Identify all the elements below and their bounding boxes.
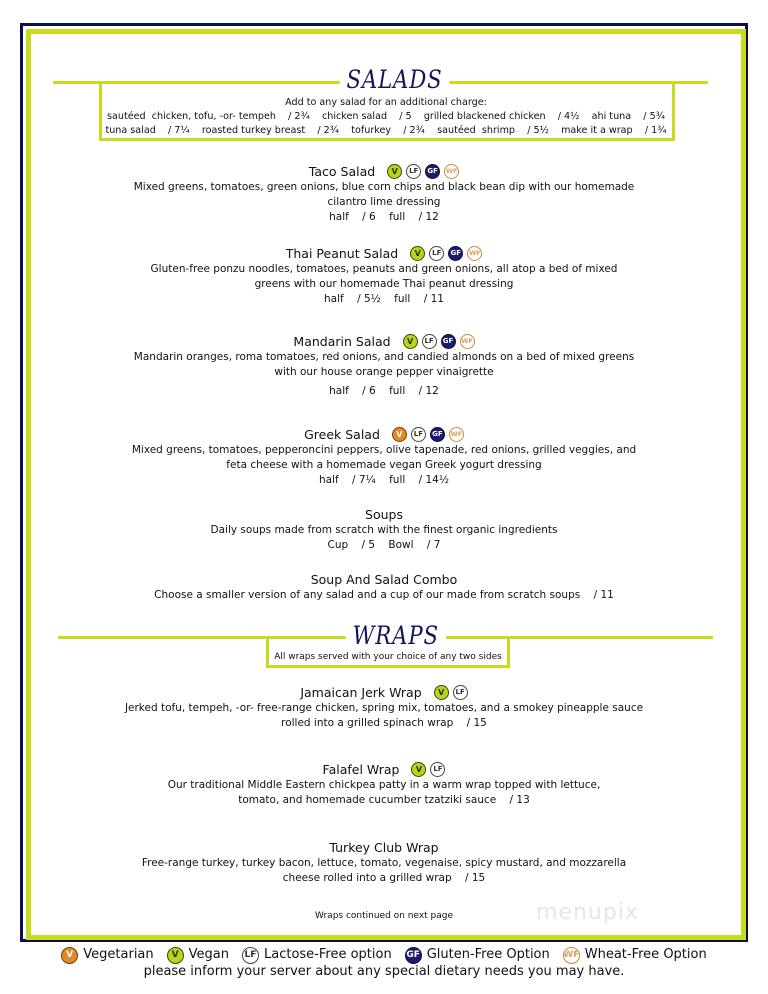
gluten-free-icon: GF [448,246,463,261]
menu-item-turkey-club-wrap [60,837,708,886]
item-description-2: cheese rolled into a grilled wrap / 15 [282,872,486,884]
item-name: Soup And Salad Combo [310,572,458,587]
menu-item-taco-salad [60,161,708,225]
wraps-title: WRAPS [346,622,446,650]
menu-item-greek-salad [60,424,708,488]
menu-item-falafel-wrap [60,759,708,808]
wheat-free-icon: WF [467,246,482,261]
dietary-legend [0,946,768,980]
lactose-free-icon: LF [429,246,444,261]
item-description: Jerked tofu, tempeh, -or- free-range chicken, spring mix, tomatoes, and a smokey pineapple sauce [124,702,644,714]
wraps-subtitle: All wraps served with your choice of any two sides [274,652,502,662]
item-description: Choose a smaller version of any salad and a cup of our made from scratch soups / 11 [154,589,614,601]
item-name: Greek Salad [304,427,380,442]
legend-lactose-free: Lactose-Free option [263,947,392,962]
item-name: Taco Salad [308,164,376,179]
vegetarian-icon: V [61,947,78,964]
vegan-icon: V [387,164,402,179]
gluten-free-icon: GF [430,427,445,442]
item-description-2: feta cheese with a homemade vegan Greek yogurt dressing [226,459,542,471]
salads-addons [100,96,672,138]
item-description-2: tomato, and homemade cucumber tzatziki sauce / 13 [238,794,530,806]
vegetarian-icon: V [392,427,407,442]
menu-item-jamaican-jerk-wrap [60,682,708,731]
lactose-free-icon: LF [422,334,437,349]
item-description: Free-range turkey, turkey bacon, lettuce, tomato, vegenaise, spicy mustard, and mozzarella [141,857,627,869]
item-name: Thai Peanut Salad [285,246,399,261]
item-name: Falafel Wrap [322,762,400,777]
legend-gluten-free: Gluten-Free Option [426,947,550,962]
item-description-2: with our house orange pepper vinaigrette [274,366,494,378]
menu-item-soups [60,504,708,553]
wraps-continued-note: Wraps continued on next page [314,911,454,921]
lactose-free-icon: LF [430,762,445,777]
item-name: Soups [365,507,403,522]
item-description: Mixed greens, tomatoes, green onions, blue corn chips and black bean dip with our homemade [133,181,635,193]
item-name: Mandarin Salad [293,334,391,349]
watermark: menupix [536,900,639,925]
vegan-icon: V [434,685,449,700]
item-price: half / 7¼ full / 14½ [318,474,450,486]
item-price: half / 6 full / 12 [329,211,439,223]
lactose-free-icon: LF [453,685,468,700]
item-name: Turkey Club Wrap [329,840,439,855]
wheat-free-icon: WF [449,427,464,442]
lactose-free-icon: LF [242,947,259,964]
gluten-free-icon: GF [441,334,456,349]
gluten-free-icon: GF [405,947,422,964]
addons-line-1: sautéed chicken, tofu, -or- tempeh / 2¾ chicken salad / 5 grilled blackened chicken / 4½ ahi tuna / 5¾ [107,111,665,122]
menu-item-soup-salad-combo [60,569,708,603]
legend-wheat-free: Wheat-Free Option [584,947,707,962]
wheat-free-icon: WF [460,334,475,349]
item-description-2: rolled into a grilled spinach wrap / 15 [281,717,487,729]
lactose-free-icon: LF [406,164,421,179]
vegan-icon: V [410,246,425,261]
wheat-free-icon: WF [444,164,459,179]
gluten-free-icon: GF [425,164,440,179]
item-price: half / 6 full / 12 [329,385,439,397]
item-description: Mandarin oranges, roma tomatoes, red onions, and candied almonds on a bed of mixed greens [133,351,635,363]
item-name: Jamaican Jerk Wrap [300,685,422,700]
addons-line-2: tuna salad / 7¼ roasted turkey breast / 2¾ tofurkey / 2¾ sautéed shrimp / 5½ make it a wrap / 1¾ [105,125,667,136]
wheat-free-icon: WF [563,947,580,964]
item-price: Cup / 5 Bowl / 7 [327,539,441,551]
item-price: half / 5½ full / 11 [324,293,444,305]
dietary-notice: please inform your server about any special dietary needs you may have. [143,963,625,979]
item-description-2: cilantro lime dressing [327,196,441,208]
vegan-icon: V [411,762,426,777]
legend-vegetarian: Vegetarian [83,947,154,962]
menu-item-thai-peanut-salad [60,243,708,307]
item-description: Gluten-free ponzu noodles, tomatoes, peanuts and green onions, all atop a bed of mixed [150,263,618,275]
addons-header: Add to any salad for an additional charge: [285,97,487,108]
vegan-icon: V [403,334,418,349]
item-description: Our traditional Middle Eastern chickpea patty in a warm wrap topped with lettuce, [167,779,601,791]
menu-item-mandarin-salad [60,331,708,399]
legend-vegan: Vegan [188,947,229,962]
lactose-free-icon: LF [411,427,426,442]
vegan-icon: V [167,947,184,964]
item-description-2: greens with our homemade Thai peanut dressing [254,278,514,290]
item-description: Daily soups made from scratch with the finest organic ingredients [210,524,558,536]
salads-title: SALADS [340,66,450,94]
item-description: Mixed greens, tomatoes, pepperoncini peppers, olive tapenade, red onions, grilled veggies, and [131,444,637,456]
